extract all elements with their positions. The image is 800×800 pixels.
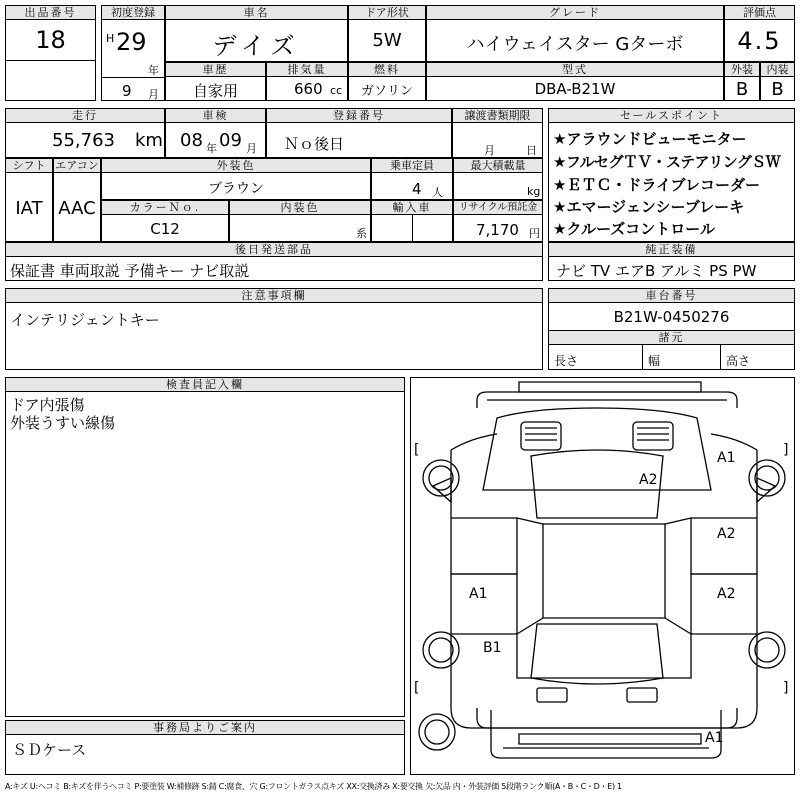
spec-label: 諸元 [548, 330, 795, 345]
recycle-value: 7,170 [476, 221, 519, 239]
car-name-label: 車名 [165, 5, 348, 20]
transfer-label: 譲渡書類期限 [452, 108, 543, 123]
first-reg-label: 初度登録 [101, 5, 165, 20]
displacement-unit: cc [330, 84, 343, 97]
damage-mark: A2 [639, 472, 658, 488]
reg-year-value: 29 [116, 28, 147, 56]
interior-value: B [771, 79, 784, 100]
ext-color-value: ブラウン [208, 181, 264, 197]
chassis-value: B21W-0450276 [613, 308, 730, 326]
sales-point: ★フルセグＴＶ・ステアリングＳＷ [553, 153, 781, 171]
history-label: 車歴 [165, 62, 266, 77]
exterior-label: 外装 [724, 62, 760, 77]
equip-label: 純正装備 [548, 242, 795, 257]
insp-month-value: 09 [219, 130, 242, 151]
legend-text: A:キズ U:ヘコミ B:キズを伴うヘコミ P:要塗装 W:補修跡 S:錆 C:腐食、穴 G:フロントガラス点キズ XX:交換済み X:要交換 欠:欠品 内・外装評価 5段階ランク順(A・B・C・D・E) 1 [5, 782, 622, 791]
insp-year-unit: 年 [206, 142, 217, 155]
lot-label: 出品番号 [5, 5, 96, 20]
grade-label: グレード [426, 5, 724, 20]
inspector-line: 外装うすい線傷 [10, 414, 116, 432]
int-color-label: 内装色 [229, 200, 371, 215]
model-value: DBA-B21W [534, 80, 616, 98]
capacity-value: 4 [412, 180, 422, 198]
mileage-unit: km [135, 130, 163, 151]
color-no-value: C12 [150, 220, 180, 238]
fuel-label: 燃料 [348, 62, 426, 77]
notes-value: インテリジェントキー [10, 311, 160, 329]
office-label: 事務局よりご案内 [5, 720, 405, 735]
car-diagram-drawing [411, 378, 795, 775]
load-label: 最大積載量 [453, 158, 543, 173]
inspection-label: 車検 [165, 108, 266, 123]
transfer-day: 日 [526, 144, 537, 157]
sales-label: セールスポイント [548, 108, 795, 123]
damage-mark: A1 [705, 730, 724, 746]
inspector-label: 検査員記入欄 [5, 377, 405, 392]
later-parts-label: 後日発送部品 [5, 242, 543, 257]
bracket-right-bottom: ] [783, 680, 789, 696]
reg-month-value: 9 [122, 82, 132, 100]
recycle-label: リサイクル預託金 [453, 200, 543, 215]
later-parts-value: 保証書 車両取説 予備キー ナビ取説 [10, 262, 250, 280]
inspector-line: ドア内張傷 [10, 396, 85, 414]
mileage-label: 走行 [5, 108, 165, 123]
equip-value: ナビ TV エアB アルミ PS PW [556, 262, 757, 280]
load-unit: kg [527, 185, 541, 198]
fuel-value: ガソリン [360, 84, 413, 99]
shift-label: シフト [5, 158, 53, 173]
import-label: 輸入車 [371, 200, 453, 215]
door-value: 5W [372, 30, 402, 51]
capacity-unit: 人 [432, 186, 443, 199]
exterior-value: B [735, 79, 749, 100]
score-label: 評価点 [724, 5, 795, 20]
sales-point: ★ＥＴＣ・ドライブレコーダー [553, 176, 760, 194]
plate-label: 登録番号 [266, 108, 452, 123]
chassis-label: 車台番号 [548, 288, 795, 303]
car-name-value: デイズ [212, 32, 301, 60]
car-diagram [410, 377, 795, 775]
insp-year-value: 08 [180, 130, 203, 151]
displacement-label: 排気量 [266, 62, 348, 77]
bracket-left-top: [ [414, 442, 420, 458]
ac-value: AAC [58, 198, 96, 219]
int-color-unit: 系 [356, 227, 367, 240]
sales-point: ★クルーズコントロール [553, 220, 715, 238]
height-label: 高さ [726, 354, 751, 368]
recycle-unit: 円 [529, 227, 540, 240]
notes-label: 注意事項欄 [5, 288, 543, 303]
history-value: 自家用 [192, 82, 238, 100]
damage-mark: A2 [717, 526, 736, 542]
capacity-label: 乗車定員 [371, 158, 453, 173]
score-value: 4.5 [737, 27, 782, 55]
ext-color-label: 外装色 [101, 158, 371, 173]
color-no-label: カラーＮｏ. [101, 200, 229, 215]
lot-value: 18 [35, 26, 66, 54]
shift-value: IAT [15, 198, 43, 219]
interior-label: 内装 [760, 62, 795, 77]
insp-month-unit: 月 [246, 142, 257, 155]
model-label: 型式 [426, 62, 724, 77]
damage-mark: A1 [469, 586, 488, 602]
bracket-right-top: ] [783, 442, 789, 458]
bracket-left-bottom: [ [414, 680, 420, 696]
sales-point: ★アラウンドビューモニター [553, 130, 747, 148]
length-label: 長さ [554, 354, 579, 368]
era-value: H [106, 32, 115, 45]
displacement-value: 660 [294, 80, 323, 98]
mileage-value: 55,763 [52, 130, 115, 151]
width-label: 幅 [648, 354, 661, 368]
month-unit: 月 [148, 88, 159, 101]
office-value: ＳＤケース [12, 741, 87, 759]
sales-point: ★エマージェンシーブレーキ [553, 198, 745, 216]
ac-label: エアコン [53, 158, 101, 173]
door-label: ドア形状 [348, 5, 426, 20]
grade-value: ハイウェイスター Gターボ [466, 34, 684, 55]
year-unit: 年 [148, 64, 159, 77]
damage-mark: A2 [717, 586, 736, 602]
damage-mark: A1 [717, 450, 736, 466]
damage-mark: B1 [483, 640, 502, 656]
plate-value: Ｎｏ後日 [284, 135, 345, 153]
transfer-month: 月 [484, 144, 495, 157]
